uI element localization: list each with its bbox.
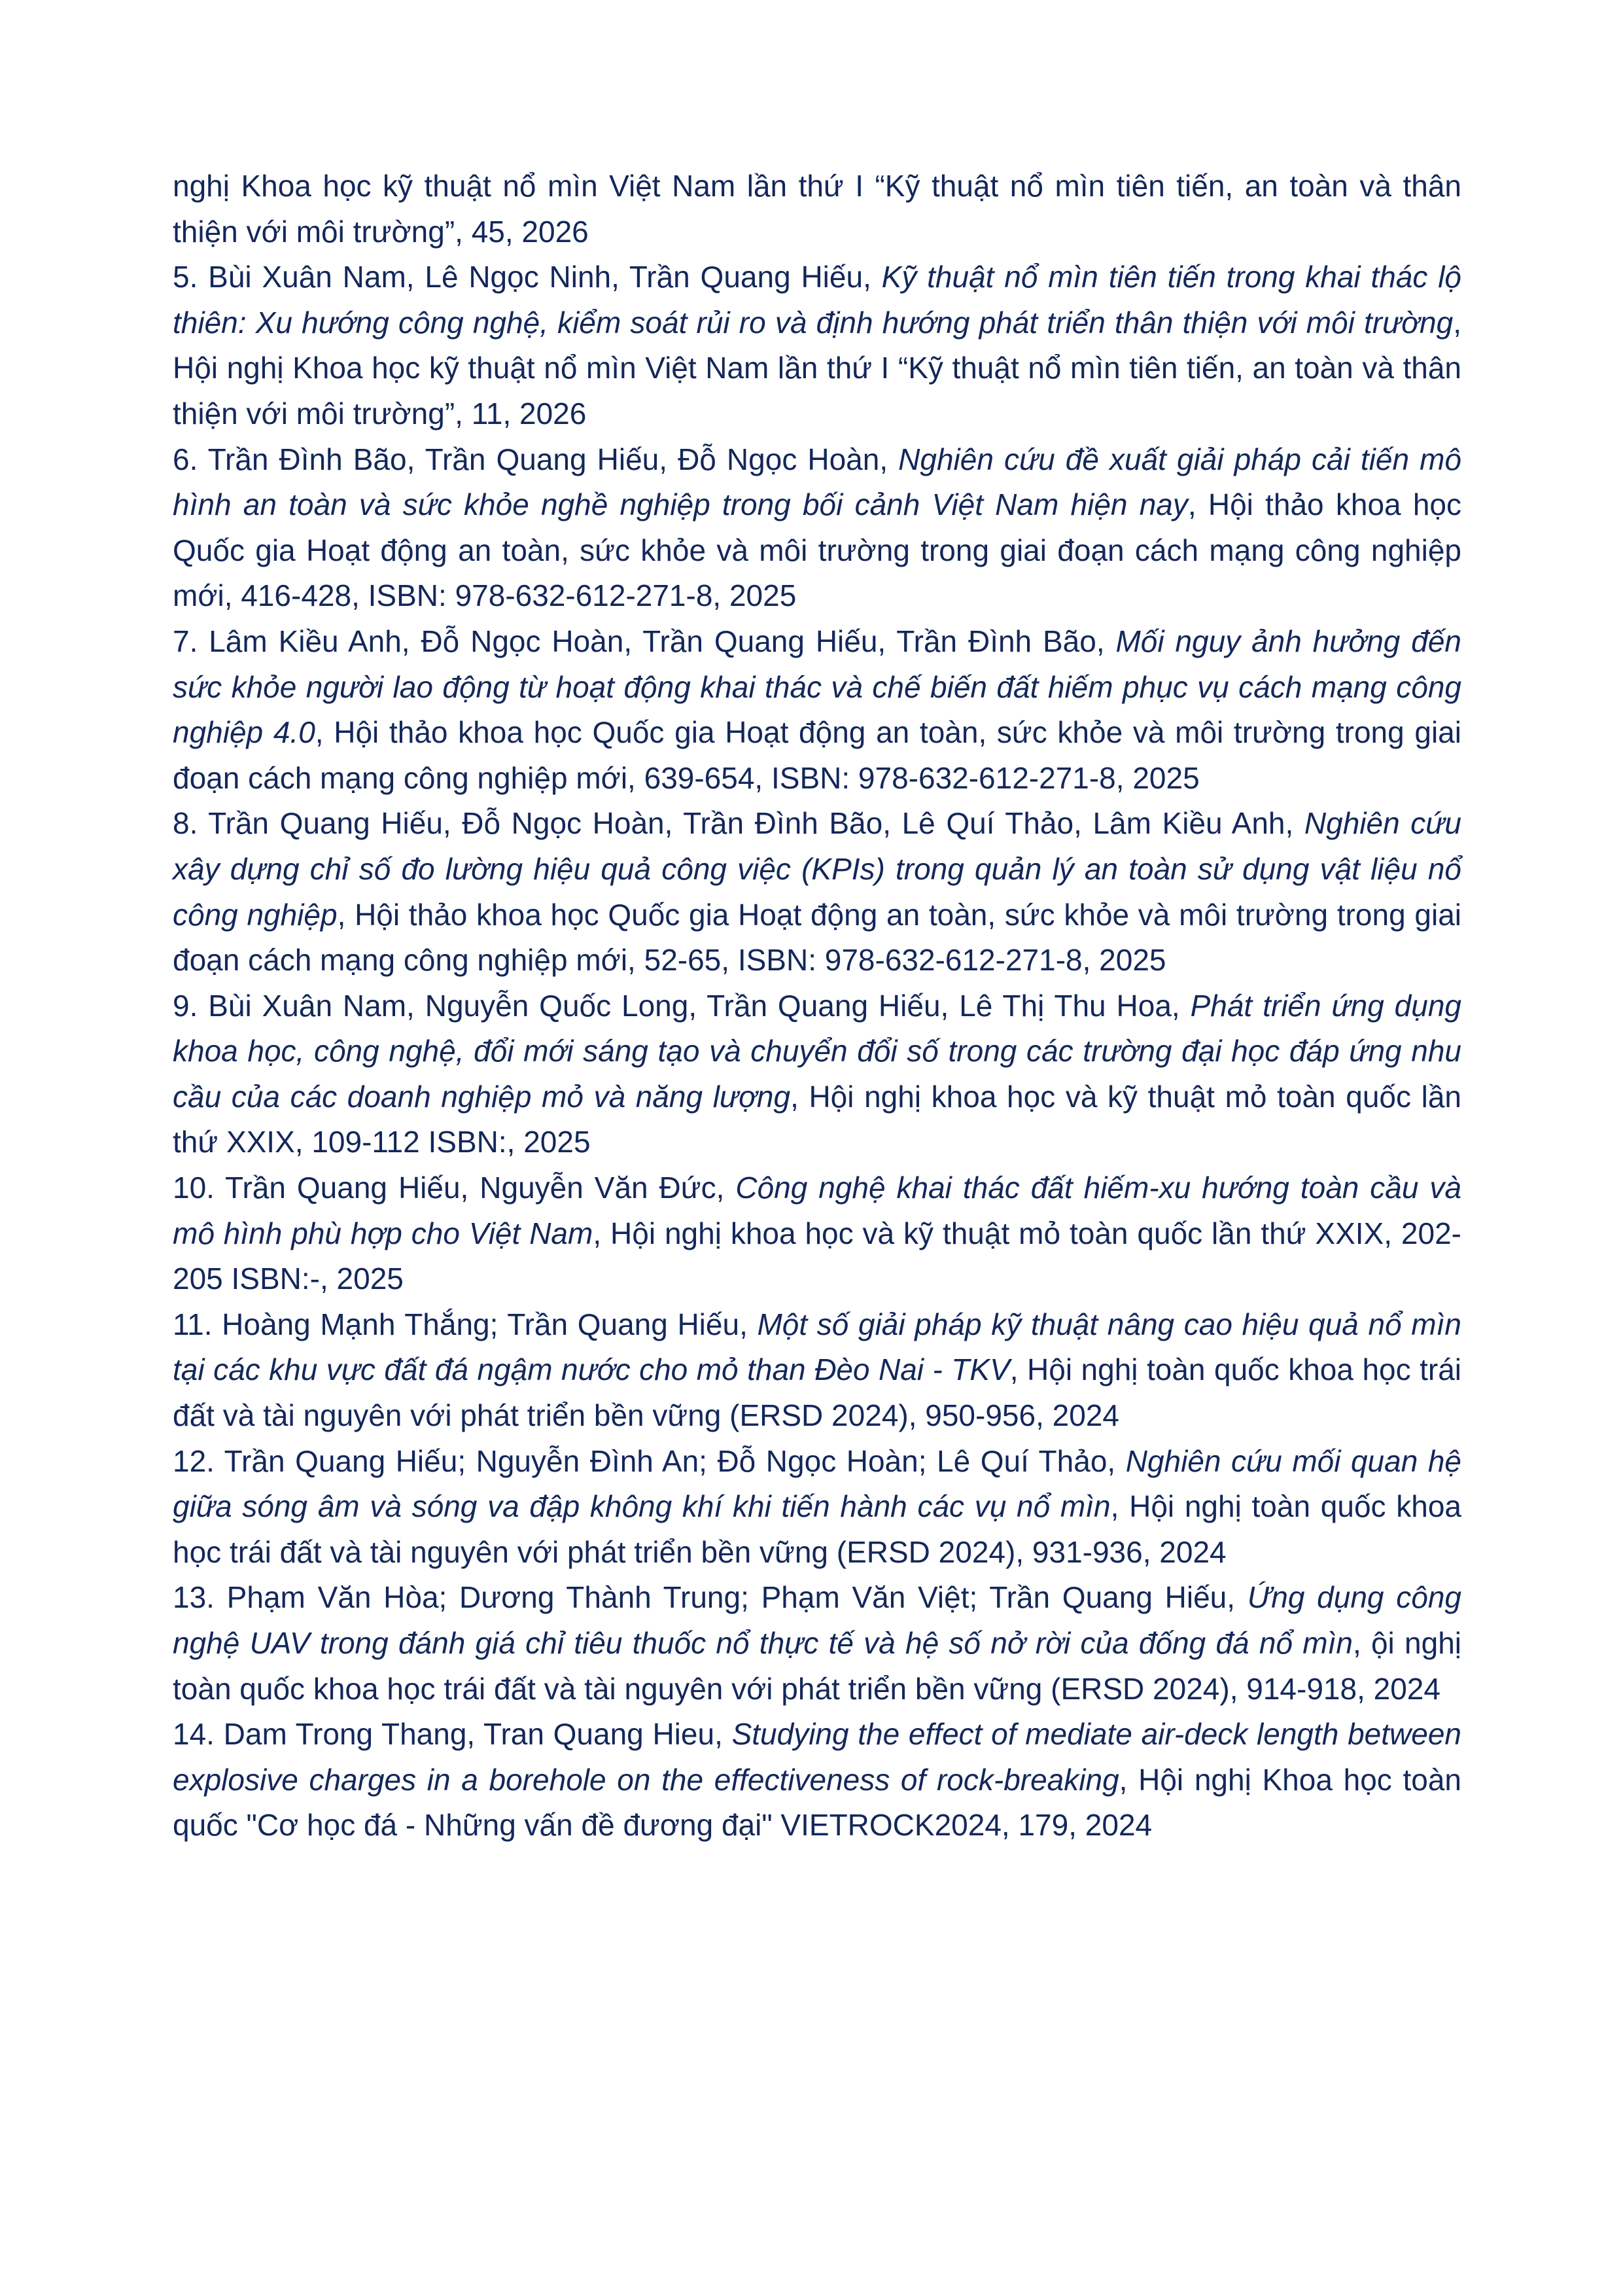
entry-venue: , Hội nghị toàn quốc khoa học trái đất và tài nguyên với phát triển bền vững (ERSD 2024), 950-956, 2024 [173, 1352, 1462, 1433]
entry-authors: 7. Lâm Kiều Anh, Đỗ Ngọc Hoàn, Trần Quang Hiếu, Trần Đình Bão, [173, 624, 1116, 658]
publication-entry [173, 1712, 1461, 1848]
entry-authors: 14. Dam Trong Thang, Tran Quang Hieu, [173, 1717, 732, 1752]
publication-entry [173, 255, 1461, 436]
publication-entry [173, 1575, 1461, 1712]
entry-venue: , Hội thảo khoa học Quốc gia Hoạt động an toàn, sức khỏe và môi trường trong giai đoạn cách mạng công nghiệp mới, 52-65, ISBN: 978-632-612-271-8, 2025 [173, 897, 1461, 978]
publication-entry [173, 1165, 1461, 1302]
entry-title: Công nghệ khai thác đất hiếm-xu hướng toàn cầu và mô hình phù hợp cho Việt Nam [173, 1171, 1461, 1250]
entry-authors: 12. Trần Quang Hiếu; Nguyễn Đình An; Đỗ Ngọc Hoàn; Lê Quí Thảo, [173, 1443, 1126, 1478]
entry-authors: 11. Hoàng Mạnh Thắng; Trần Quang Hiếu, [173, 1307, 758, 1341]
publication-entry [173, 983, 1461, 1165]
entry-venue: , Hội nghị khoa học và kỹ thuật mỏ toàn quốc lần thứ XXIX, 202-205 ISBN:-, 2025 [173, 1216, 1461, 1296]
entry-authors: 8. Trần Quang Hiếu, Đỗ Ngọc Hoàn, Trần Đình Bão, Lê Quí Thảo, Lâm Kiều Anh, [173, 806, 1304, 841]
entry-title: Một số giải pháp kỹ thuật nâng cao hiệu quả nổ mìn tại các khu vực đất đá ngậm nước cho mỏ than Đèo Nai - TKV [173, 1307, 1461, 1387]
entry-title: Ứng dụng công nghệ UAV trong đánh giá chỉ tiêu thuốc nổ thực tế và hệ số nở rời của đống đá nổ mìn [173, 1580, 1461, 1660]
entry-venue: nghị Khoa học kỹ thuật nổ mìn Việt Nam lần thứ I “Kỹ thuật nổ mìn tiên tiến, an toàn và thân thiện với môi trường”, 45, 2026 [173, 169, 1461, 249]
publication-list [173, 164, 1461, 1848]
publication-entry [173, 1439, 1461, 1576]
entry-title: Studying the effect of mediate air-deck length between explosive charges in a borehole on the effectiveness of rock-breaking [173, 1717, 1461, 1797]
entry-authors: 10. Trần Quang Hiếu, Nguyễn Văn Đức, [173, 1171, 736, 1205]
entry-venue: , Hội nghị Khoa học toàn quốc "Cơ học đá - Những vấn đề đương đại" VIETROCK2024, 179, 2024 [173, 1762, 1461, 1843]
entry-authors: 13. Phạm Văn Hòa; Dương Thành Trung; Phạm Văn Việt; Trần Quang Hiếu, [173, 1580, 1248, 1615]
entry-venue: , Hội thảo khoa học Quốc gia Hoạt động an toàn, sức khỏe và môi trường trong giai đoạn cách mạng công nghiệp mới, 416-428, ISBN: 978-632-612-271-8, 2025 [173, 487, 1461, 613]
entry-venue: , ội nghị toàn quốc khoa học trái đất và tài nguyên với phát triển bền vững (ERSD 2024), 914-918, 2024 [173, 1626, 1461, 1706]
entry-title: Kỹ thuật nổ mìn tiên tiến trong khai thác lộ thiên: Xu hướng công nghệ, kiểm soát rủi ro và định hướng phát triển thân thiện với môi trường [173, 260, 1461, 340]
publication-entry [173, 801, 1461, 983]
entry-authors: 6. Trần Đình Bão, Trần Quang Hiếu, Đỗ Ngọc Hoàn, [173, 442, 899, 476]
entry-title: Nghiên cứu mối quan hệ giữa sóng âm và sóng va đập không khí khi tiến hành các vụ nổ mìn [173, 1443, 1462, 1524]
entry-venue: , Hội nghị khoa học và kỹ thuật mỏ toàn quốc lần thứ XXIX, 109-112 ISBN:, 2025 [173, 1079, 1461, 1159]
entry-title: Nghiên cứu xây dựng chỉ số đo lường hiệu quả công việc (KPIs) trong quản lý an toàn sử dụng vật liệu nổ công nghiệp [173, 806, 1461, 932]
entry-title: Mối nguy ảnh hưởng đến sức khỏe người lao động từ hoạt động khai thác và chế biến đất hiếm phục vụ cách mạng công nghiệp 4.0 [173, 624, 1461, 750]
entry-title: Phát triển ứng dụng khoa học, công nghệ, đổi mới sáng tạo và chuyển đổi số trong các trường đại học đáp ứng nhu cầu của các doanh nghiệp mỏ và năng lượng [173, 988, 1462, 1114]
entry-venue: , Hội thảo khoa học Quốc gia Hoạt động an toàn, sức khỏe và môi trường trong giai đoạn cách mạng công nghiệp mới, 639-654, ISBN: 978-632-612-271-8, 2025 [173, 715, 1461, 795]
publication-entry [173, 437, 1461, 619]
entry-authors: 9. Bùi Xuân Nam, Nguyễn Quốc Long, Trần Quang Hiếu, Lê Thị Thu Hoa, [173, 988, 1191, 1023]
entry-title: Nghiên cứu đề xuất giải pháp cải tiến mô hình an toàn và sức khỏe nghề nghiệp trong bối cảnh Việt Nam hiện nay [173, 442, 1461, 522]
publication-entry [173, 164, 1461, 255]
entry-venue: , Hội nghị Khoa học kỹ thuật nổ mìn Việt Nam lần thứ I “Kỹ thuật nổ mìn tiên tiến, an toàn và thân thiện với môi trường”, 11, 2026 [173, 305, 1461, 431]
publication-entry [173, 1302, 1461, 1439]
entry-authors: 5. Bùi Xuân Nam, Lê Ngọc Ninh, Trần Quang Hiếu, [173, 260, 882, 294]
publication-entry [173, 619, 1461, 801]
entry-venue: , Hội nghị toàn quốc khoa học trái đất và tài nguyên với phát triển bền vững (ERSD 2024), 931-936, 2024 [173, 1489, 1461, 1569]
